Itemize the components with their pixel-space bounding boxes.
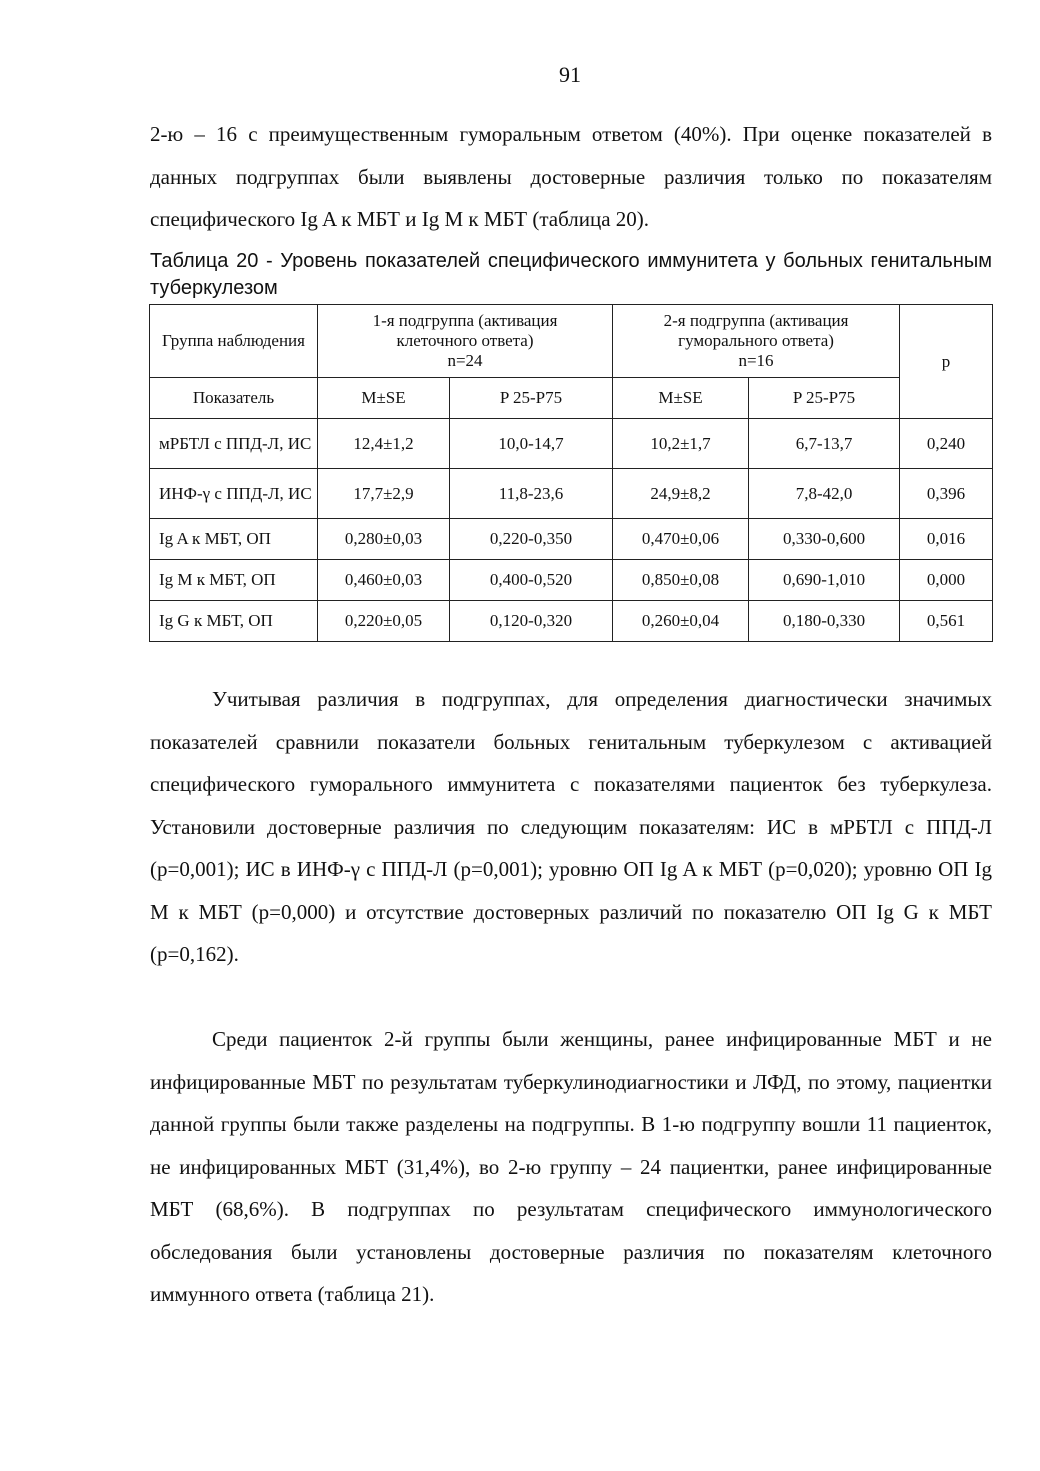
cell-m1: 17,7±2,9 (318, 469, 450, 519)
cell-r1: 0,220-0,350 (450, 519, 613, 560)
header-group: Группа наблюдения (150, 305, 318, 378)
cell-r1: 11,8-23,6 (450, 469, 613, 519)
paragraph-2: Учитывая различия в подгруппах, для определения диагностически значимых показателей сравнили показатели больных генитальным туберкулезом с активацией специфического гуморального иммунитета с показателями пациенток без туберкулеза. Установили достоверные различия по следующим показателям: ИС в мРБТЛ с ППД-Л (р=0,001); ИС в ИНФ-γ с ППД-Л (р=0,001); уровню ОП Ig A к МБТ (р=0,020); уровню ОП Ig M к МБТ (р=0,000) и отсутствие достоверных различий по показателю ОП Ig G к МБТ (р=0,162). (150, 687, 992, 966)
table-row (150, 560, 993, 601)
cell-r1: 0,400-0,520 (450, 560, 613, 601)
cell-r2: 0,180-0,330 (749, 601, 900, 642)
cell-m2: 0,470±0,06 (613, 519, 749, 560)
cell-r2: 0,330-0,600 (749, 519, 900, 560)
row-name: Ig A к МБТ, ОП (150, 519, 318, 560)
table-row (150, 519, 993, 560)
header-m-se-1: M±SE (318, 378, 450, 419)
cell-p: 0,240 (900, 419, 993, 469)
header-subgroup-1 (318, 305, 613, 378)
cell-p: 0,000 (900, 560, 993, 601)
header-subgroup-2 (613, 305, 900, 378)
cell-m2: 10,2±1,7 (613, 419, 749, 469)
cell-m2: 0,260±0,04 (613, 601, 749, 642)
header-subgroup-2-line-1: 2-я подгруппа (активация (663, 311, 849, 330)
cell-m2: 0,850±0,08 (613, 560, 749, 601)
table-row (150, 469, 993, 519)
row-name: мРБТЛ с ППД-Л, ИС (150, 419, 318, 469)
cell-r2: 6,7-13,7 (749, 419, 900, 469)
row-name: Ig M к МБТ, ОП (150, 560, 318, 601)
header-indicator: Показатель (150, 378, 318, 419)
cell-r2: 7,8-42,0 (749, 469, 900, 519)
header-subgroup-2-line-2: гуморального ответа) (678, 331, 834, 350)
paragraph-1: 2-ю – 16 с преимущественным гуморальным ответом (40%). При оценке показателей в данных подгруппах были выявлены достоверные различия только по показателям специфического Ig A к МБТ и Ig M к МБТ (таблица 20). (150, 122, 992, 231)
paragraph-3: Среди пациенток 2-й группы были женщины, ранее инфицированные МБТ и не инфицированные МБТ по результатам туберкулинодиагностики и ЛФД, по этому, пациентки данной группы были также разделены на подгруппы. В 1-ю подгруппу вошли 11 пациенток, не инфицированных МБТ (31,4%), во 2-ю группу – 24 пациентки, ранее инфицированные МБТ (68,6%). В подгруппах по результатам специфического иммунологического обследования были установлены достоверные различия по показателям клеточного иммунного ответа (таблица 21). (150, 1027, 992, 1306)
header-subgroup-1-line-1: 1-я подгруппа (активация (372, 311, 558, 330)
cell-m1: 12,4±1,2 (318, 419, 450, 469)
cell-r2: 0,690-1,010 (749, 560, 900, 601)
page-number: 91 (559, 62, 581, 87)
cell-m2: 24,9±8,2 (613, 469, 749, 519)
table-subheader-row (150, 378, 993, 419)
cell-p: 0,396 (900, 469, 993, 519)
table-row (150, 601, 993, 642)
header-subgroup-1-line-2: клеточного ответа) (396, 331, 534, 350)
header-p25-1: P 25-P75 (450, 378, 613, 419)
header-p: p (900, 305, 993, 419)
header-m-se-2: M±SE (613, 378, 749, 419)
header-p25-2: P 25-P75 (749, 378, 900, 419)
table-row (150, 419, 993, 469)
header-subgroup-2-line-3: n=16 (738, 351, 774, 370)
table-header-row (150, 305, 993, 378)
header-subgroup-1-line-3: n=24 (447, 351, 483, 370)
table-caption: Таблица 20 - Уровень показателей специфического иммунитета у больных генитальным туберкулезом (150, 250, 992, 299)
cell-m1: 0,220±0,05 (318, 601, 450, 642)
row-name: Ig G к МБТ, ОП (150, 601, 318, 642)
cell-p: 0,016 (900, 519, 993, 560)
cell-r1: 10,0-14,7 (450, 419, 613, 469)
cell-m1: 0,280±0,03 (318, 519, 450, 560)
cell-m1: 0,460±0,03 (318, 560, 450, 601)
cell-p: 0,561 (900, 601, 993, 642)
cell-r1: 0,120-0,320 (450, 601, 613, 642)
row-name: ИНФ-γ с ППД-Л, ИС (150, 469, 318, 519)
results-table (149, 304, 993, 642)
